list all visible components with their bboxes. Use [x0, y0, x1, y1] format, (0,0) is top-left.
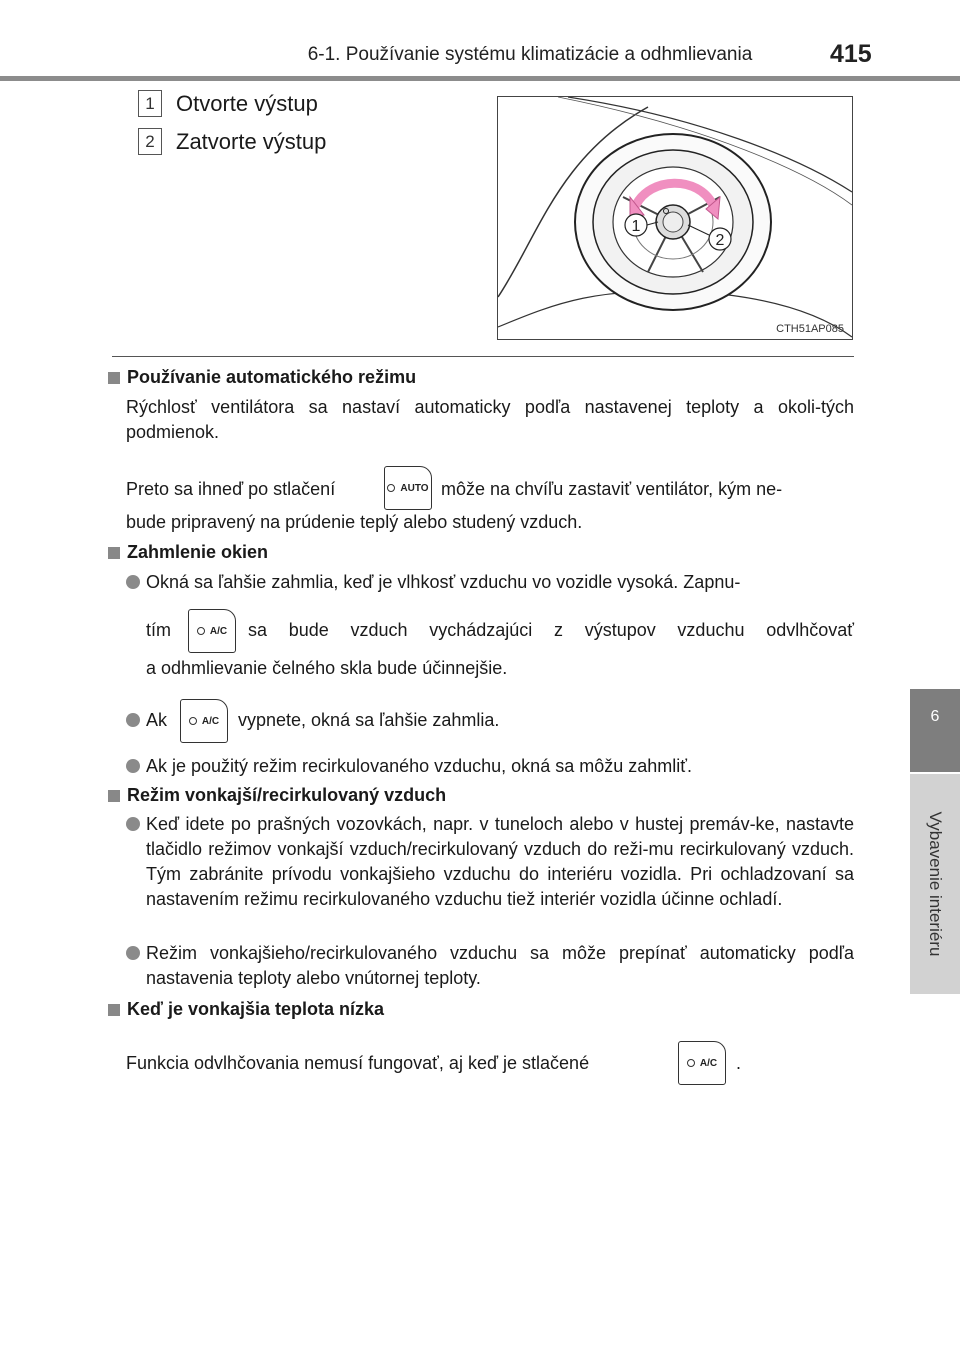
auto-mode-paragraph: Rýchlosť ventilátora sa nastaví automaticky podľa nastavenej teploty a okoli-tých podmienok. — [126, 397, 854, 442]
heading-recirc — [108, 785, 446, 806]
round-bullet-icon — [126, 759, 140, 773]
ac-button-icon — [180, 699, 228, 743]
legend-text-open: Otvorte výstup — [176, 90, 318, 116]
fogging-text-after: sa bude vzduch vychádzajúci z výstupov vzduchu odvlhčovať — [248, 620, 854, 640]
header-rule — [0, 76, 960, 81]
round-bullet-icon — [126, 575, 140, 589]
heading-fogging — [108, 542, 268, 563]
heading-low-temp-text: Keď je vonkajšia teplota nízka — [127, 999, 385, 1019]
legend-text-close: Zatvorte výstup — [176, 128, 327, 154]
heading-recirc-text: Režim vonkajší/recirkulovaný vzduch — [127, 785, 447, 805]
fogging-bullet-3: Ak je použitý režim recirkulovaného vzduchu, okná sa môžu zahmliť. — [126, 754, 854, 779]
recirc-bullet-1: Keď idete po prašných vozovkách, napr. v tuneloch alebo v hustej premáv-ke, nastavte tlačidlo režimov vonkajší vzduch/recirkulovaný vzduch do reži-mu recirkulovaný vzduch. Tým zabránite prívodu vonkajšieho vzduchu do interiéru vozidla. Pri ochladzovaní sa nastavením režimu recirkulovaného vzduchu tiež interiér vozidla účinne ochladí. — [126, 812, 854, 912]
legend-badge-1: 1 — [138, 90, 162, 117]
fogging-bullet-2: Ak — [126, 708, 166, 733]
recirc-bullet-2: Režim vonkajšieho/recirkulovaného vzduchu sa môže prepínať automaticky podľa nastavenia teploty alebo vnútornej teploty. — [126, 941, 854, 991]
page-number: 415 — [830, 40, 872, 68]
side-tab-number: 6 — [930, 708, 940, 725]
low-temp-text-after: . — [736, 1053, 742, 1073]
callout-1: 1 — [631, 218, 641, 235]
round-bullet-icon — [126, 713, 140, 727]
figure-code: CTH51AP085 — [776, 323, 844, 335]
indicator-led-icon — [687, 1059, 695, 1067]
side-tab-chapter — [910, 689, 960, 772]
heading-auto-mode-text: Používanie automatického režimu — [127, 367, 417, 387]
section-divider — [112, 356, 854, 357]
fogging-text-b2-after: vypnete, okná sa ľahšie zahmlia. — [238, 710, 500, 730]
round-bullet-icon — [126, 946, 140, 960]
auto-button-icon — [384, 466, 432, 510]
round-bullet-icon — [126, 817, 140, 831]
fogging-text-line3: a odhmlievanie čelného skla bude účinnejšie. — [146, 658, 508, 678]
heading-auto-mode — [108, 367, 416, 388]
ac-button-label: A/C — [699, 1057, 718, 1069]
square-bullet-icon — [108, 790, 120, 802]
square-bullet-icon — [108, 372, 120, 384]
square-bullet-icon — [108, 547, 120, 559]
ac-button-icon — [678, 1041, 726, 1085]
heading-low-temp — [108, 999, 384, 1020]
legend-item-open — [138, 90, 318, 117]
vent-drawing — [498, 97, 852, 339]
callout-2: 2 — [715, 232, 725, 249]
header-title: 6-1. Používanie systému klimatizácie a odhmlievania — [307, 44, 753, 65]
fogging-text-before: tím — [146, 620, 171, 640]
legend-badge-2: 2 — [138, 128, 162, 155]
heading-fogging-text: Zahmlenie okien — [127, 542, 269, 562]
indicator-led-icon — [189, 717, 197, 725]
indicator-led-icon — [387, 484, 395, 492]
auto-button-label: AUTO — [400, 482, 429, 494]
auto-mode-text-after: môže na chvíľu zastaviť ventilátor, kým ne- — [441, 479, 783, 499]
auto-mode-text-before: Preto sa ihneď po stlačení — [126, 479, 336, 499]
vent-illustration — [497, 96, 853, 340]
legend-item-close — [138, 128, 326, 155]
auto-mode-text-line2: bude pripravený na prúdenie teplý alebo studený vzduch. — [126, 512, 583, 532]
ac-button-label: A/C — [201, 715, 220, 727]
indicator-led-icon — [197, 627, 205, 635]
low-temp-text-before: Funkcia odvlhčovania nemusí fungovať, aj keď je stlačené — [126, 1053, 590, 1073]
side-tab-label: Vybavenie interiéru — [926, 811, 945, 957]
fogging-bullet-1: Okná sa ľahšie zahmlia, keď je vlhkosť vzduchu vo vozidle vysoká. Zapnu- — [126, 570, 854, 595]
ac-button-icon — [188, 609, 236, 653]
ac-button-label: A/C — [209, 625, 228, 637]
square-bullet-icon — [108, 1004, 120, 1016]
